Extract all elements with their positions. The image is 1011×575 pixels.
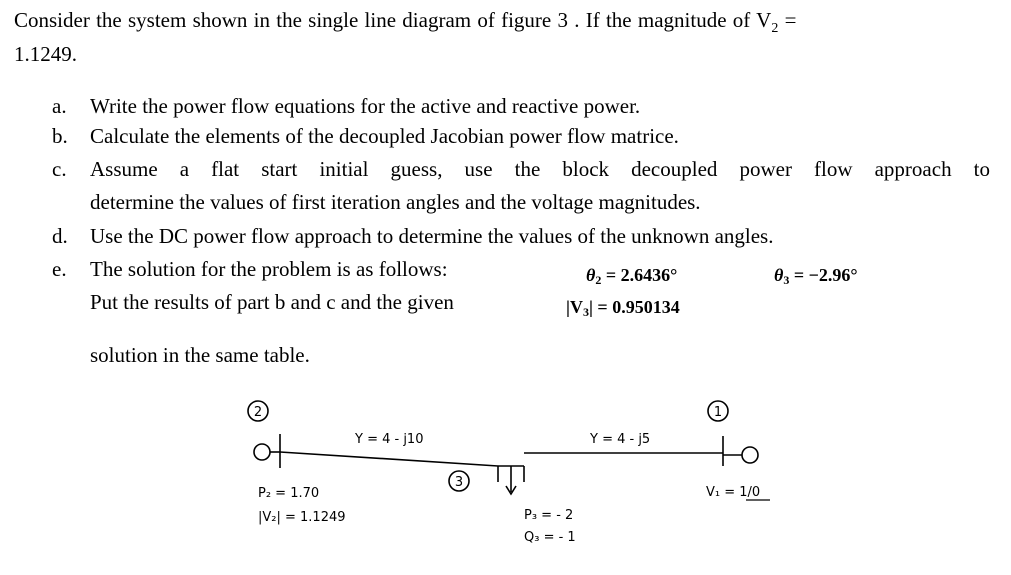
line-2-3 — [280, 452, 498, 466]
item-d-label: d. — [52, 224, 68, 248]
bus2-generator-terminal — [254, 444, 270, 460]
item-c-text2: determine the values of first iteration angles and the voltage magnitudes. — [90, 190, 701, 214]
line-2-3-admittance: Y = 4 - j10 — [355, 432, 424, 447]
bus2-number: 2 — [253, 405, 263, 420]
item-e-text2: Put the results of part b and c and the given — [90, 290, 454, 314]
item-d-text: Use the DC power flow approach to determine the values of the unknown angles. — [90, 224, 774, 248]
bus1-number: 1 — [713, 405, 723, 420]
bus3-number: 3 — [454, 475, 464, 490]
question-intro-line1: Consider the system shown in the single line diagram of figure 3 . If the magnitude of $V_2$ = — [14, 8, 797, 37]
item-e-label: e. — [52, 257, 67, 281]
item-e-text3: solution in the same table. — [90, 343, 310, 367]
solution-theta3: $\theta_3 = -2.96^\circ$ — [774, 265, 858, 287]
line-1-3-admittance: Y = 4 - j5 — [590, 432, 651, 447]
solution-v3: $|V_3| = 0.950134$ — [566, 297, 680, 319]
bus3-active-power: P₃ = - 2 — [524, 508, 574, 523]
bus2-voltage: |V₂| = 1.1249 — [258, 510, 346, 525]
bus1-generator-terminal — [742, 447, 758, 463]
item-b-label: b. — [52, 124, 68, 148]
item-a-text: Write the power flow equations for the active and reactive power. — [90, 94, 641, 118]
bus1-voltage: V₁ = 1/0 — [706, 485, 761, 500]
item-a-label: a. — [52, 94, 67, 118]
question-intro-line2: 1.1249. — [14, 42, 77, 66]
bus2-active-power: P₂ = 1.70 — [258, 486, 320, 501]
item-b-text: Calculate the elements of the decoupled Jacobian power flow matrice. — [90, 124, 679, 148]
item-c-label: c. — [52, 157, 67, 181]
item-e-text: The solution for the problem is as follows: — [90, 257, 448, 281]
solution-theta2: $\theta_2 = 2.6436^\circ$ — [586, 265, 678, 287]
bus3-reactive-power: Q₃ = - 1 — [524, 530, 576, 545]
item-c-text: Assume a flat start initial guess, use the block decoupled power flow approach to — [90, 157, 990, 181]
